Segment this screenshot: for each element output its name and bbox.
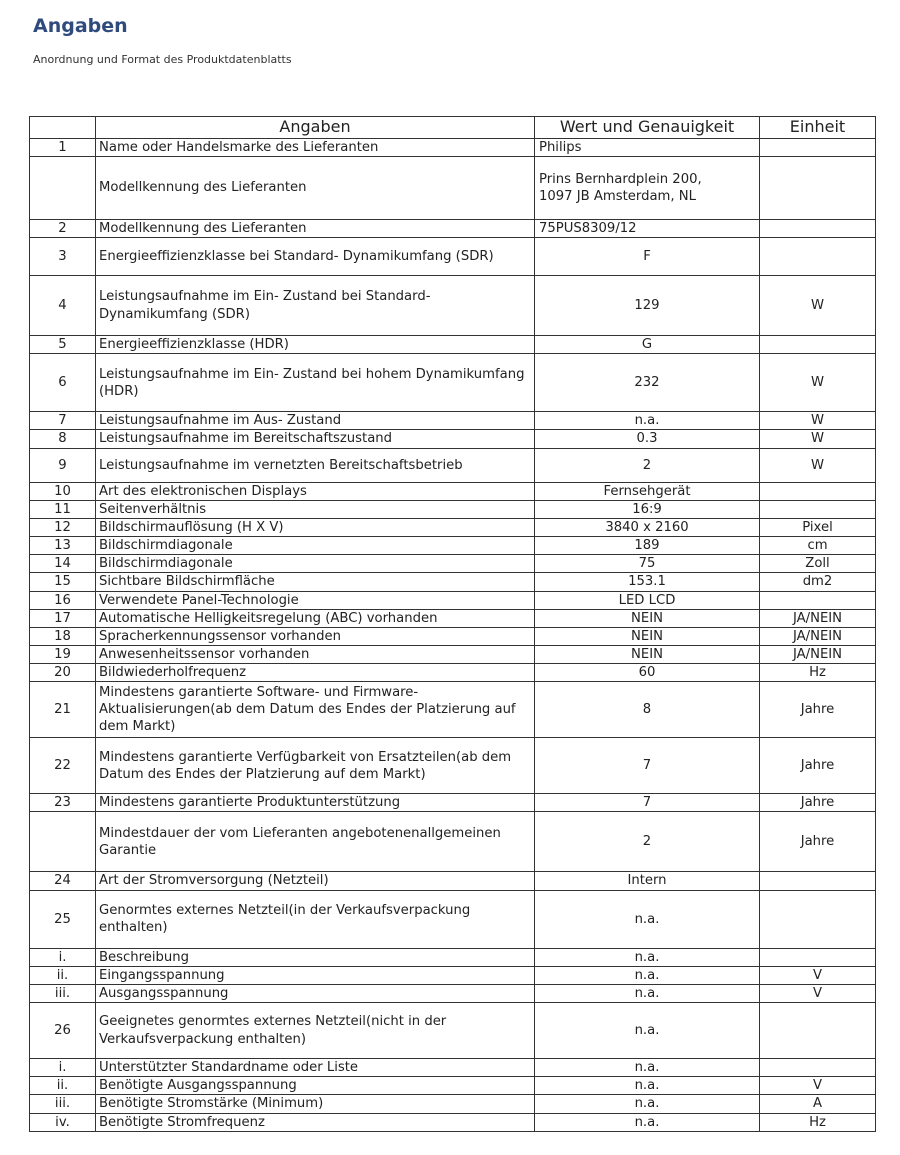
- row-number: ii.: [30, 1077, 96, 1095]
- table-header-row: [30, 117, 876, 139]
- row-unit: Zoll: [760, 555, 876, 573]
- row-label: Leistungsaufnahme im Ein- Zustand bei hohem Dynamikumfang (HDR): [96, 354, 535, 412]
- row-unit: W: [760, 412, 876, 430]
- row-unit: A: [760, 1095, 876, 1113]
- row-label: Energieeffizienzklasse bei Standard- Dynamikumfang (SDR): [96, 238, 535, 276]
- row-unit: [760, 591, 876, 609]
- row-label: Geeignetes genormtes externes Netzteil(nicht in der Verkaufsverpackung enthalten): [96, 1003, 535, 1059]
- row-label: Unterstützter Standardname oder Liste: [96, 1059, 535, 1077]
- table-row: [30, 966, 876, 984]
- table-row: [30, 573, 876, 591]
- row-value: Prins Bernhardplein 200, 1097 JB Amsterdam, NL: [535, 156, 760, 219]
- row-unit: [760, 872, 876, 890]
- row-number: 9: [30, 448, 96, 482]
- row-label: Leistungsaufnahme im vernetzten Bereitschaftsbetrieb: [96, 448, 535, 482]
- table-row: [30, 984, 876, 1002]
- table-body: [30, 138, 876, 1131]
- row-number: [30, 812, 96, 872]
- row-label: Seitenverhältnis: [96, 500, 535, 518]
- row-value: 129: [535, 276, 760, 336]
- column-header-wert: Wert und Genauigkeit: [535, 117, 760, 139]
- row-unit: Pixel: [760, 518, 876, 536]
- row-label: Leistungsaufnahme im Aus- Zustand: [96, 412, 535, 430]
- row-unit: [760, 219, 876, 237]
- row-number: i.: [30, 1059, 96, 1077]
- row-unit: [760, 500, 876, 518]
- row-number: 6: [30, 354, 96, 412]
- row-unit: [760, 890, 876, 948]
- table-row: [30, 812, 876, 872]
- row-number: i.: [30, 948, 96, 966]
- row-value: n.a.: [535, 1095, 760, 1113]
- row-value: 189: [535, 537, 760, 555]
- row-label: Eingangsspannung: [96, 966, 535, 984]
- row-number: ii.: [30, 966, 96, 984]
- row-value: 3840 x 2160: [535, 518, 760, 536]
- table-row: [30, 609, 876, 627]
- row-value: n.a.: [535, 890, 760, 948]
- product-data-table: [29, 116, 876, 1132]
- row-number: 21: [30, 682, 96, 738]
- row-value: NEIN: [535, 627, 760, 645]
- column-header-angaben: Angaben: [96, 117, 535, 139]
- row-unit: JA/NEIN: [760, 609, 876, 627]
- row-unit: V: [760, 966, 876, 984]
- table-row: [30, 682, 876, 738]
- row-value: n.a.: [535, 412, 760, 430]
- row-label: Leistungsaufnahme im Ein- Zustand bei Standard-Dynamikumfang (SDR): [96, 276, 535, 336]
- row-value: 2: [535, 812, 760, 872]
- row-label: Modellkennung des Lieferanten: [96, 156, 535, 219]
- row-number: 16: [30, 591, 96, 609]
- row-unit: Hz: [760, 1113, 876, 1131]
- table-row: [30, 645, 876, 663]
- row-number: 8: [30, 430, 96, 448]
- row-number: 5: [30, 336, 96, 354]
- row-unit: [760, 238, 876, 276]
- row-number: 13: [30, 537, 96, 555]
- row-number: 4: [30, 276, 96, 336]
- row-number: iii.: [30, 984, 96, 1002]
- row-value: n.a.: [535, 984, 760, 1002]
- row-value: n.a.: [535, 1113, 760, 1131]
- row-label: Bildschirmauflösung (H X V): [96, 518, 535, 536]
- table-row: [30, 591, 876, 609]
- table-row: [30, 794, 876, 812]
- table-row: [30, 1095, 876, 1113]
- row-unit: Hz: [760, 664, 876, 682]
- row-unit: W: [760, 430, 876, 448]
- row-unit: [760, 156, 876, 219]
- row-label: Art des elektronischen Displays: [96, 482, 535, 500]
- row-value: n.a.: [535, 1003, 760, 1059]
- row-number: 11: [30, 500, 96, 518]
- table-row: [30, 430, 876, 448]
- table-row: [30, 138, 876, 156]
- row-value: Philips: [535, 138, 760, 156]
- row-unit: Jahre: [760, 738, 876, 794]
- row-number: 23: [30, 794, 96, 812]
- table-row: [30, 448, 876, 482]
- row-unit: [760, 1003, 876, 1059]
- row-label: Mindestdauer der vom Lieferanten angebotenenallgemeinen Garantie: [96, 812, 535, 872]
- row-unit: [760, 482, 876, 500]
- row-value: LED LCD: [535, 591, 760, 609]
- table-row: [30, 156, 876, 219]
- row-value: 60: [535, 664, 760, 682]
- row-value: NEIN: [535, 645, 760, 663]
- row-value: n.a.: [535, 1077, 760, 1095]
- row-number: 1: [30, 138, 96, 156]
- row-value: 75PUS8309/12: [535, 219, 760, 237]
- row-unit: W: [760, 354, 876, 412]
- row-value: n.a.: [535, 966, 760, 984]
- row-label: Bildwiederholfrequenz: [96, 664, 535, 682]
- row-value: 8: [535, 682, 760, 738]
- table-row: [30, 482, 876, 500]
- row-unit: [760, 948, 876, 966]
- table-row: [30, 627, 876, 645]
- row-unit: cm: [760, 537, 876, 555]
- row-label: Modellkennung des Lieferanten: [96, 219, 535, 237]
- row-number: 10: [30, 482, 96, 500]
- row-unit: W: [760, 276, 876, 336]
- row-number: 3: [30, 238, 96, 276]
- row-number: 20: [30, 664, 96, 682]
- row-label: Genormtes externes Netzteil(in der Verkaufsverpackung enthalten): [96, 890, 535, 948]
- row-unit: dm2: [760, 573, 876, 591]
- table-row: [30, 1003, 876, 1059]
- row-value: 232: [535, 354, 760, 412]
- table-row: [30, 872, 876, 890]
- row-label: Energieeffizienzklasse (HDR): [96, 336, 535, 354]
- row-value: 7: [535, 738, 760, 794]
- row-value: 0.3: [535, 430, 760, 448]
- table-row: [30, 1077, 876, 1095]
- row-label: Bildschirmdiagonale: [96, 555, 535, 573]
- row-unit: JA/NEIN: [760, 627, 876, 645]
- table-row: [30, 412, 876, 430]
- row-unit: [760, 138, 876, 156]
- row-number: 2: [30, 219, 96, 237]
- row-label: Mindestens garantierte Software- und Firmware-Aktualisierungen(ab dem Datum des Endes der Platzierung auf dem Markt): [96, 682, 535, 738]
- table-row: [30, 555, 876, 573]
- row-label: Anwesenheitssensor vorhanden: [96, 645, 535, 663]
- table-row: [30, 890, 876, 948]
- row-value: n.a.: [535, 1059, 760, 1077]
- row-label: Benötigte Stromstärke (Minimum): [96, 1095, 535, 1113]
- row-label: Spracherkennungssensor vorhanden: [96, 627, 535, 645]
- row-value: 75: [535, 555, 760, 573]
- table-row: [30, 500, 876, 518]
- row-label: Ausgangsspannung: [96, 984, 535, 1002]
- page-subtitle: Anordnung und Format des Produktdatenblatts: [33, 53, 292, 66]
- row-number: 17: [30, 609, 96, 627]
- row-value: NEIN: [535, 609, 760, 627]
- row-label: Mindestens garantierte Produktunterstützung: [96, 794, 535, 812]
- row-label: Beschreibung: [96, 948, 535, 966]
- row-number: 12: [30, 518, 96, 536]
- row-label: Verwendete Panel-Technologie: [96, 591, 535, 609]
- table-row: [30, 738, 876, 794]
- row-unit: Jahre: [760, 812, 876, 872]
- row-label: Leistungsaufnahme im Bereitschaftszustand: [96, 430, 535, 448]
- row-number: 18: [30, 627, 96, 645]
- table-row: [30, 219, 876, 237]
- row-value: Fernsehgerät: [535, 482, 760, 500]
- row-number: 15: [30, 573, 96, 591]
- row-label: Sichtbare Bildschirmfläche: [96, 573, 535, 591]
- row-number: 22: [30, 738, 96, 794]
- table-row: [30, 664, 876, 682]
- row-number: 26: [30, 1003, 96, 1059]
- row-unit: V: [760, 984, 876, 1002]
- row-label: Art der Stromversorgung (Netzteil): [96, 872, 535, 890]
- row-label: Bildschirmdiagonale: [96, 537, 535, 555]
- row-number: 25: [30, 890, 96, 948]
- row-unit: JA/NEIN: [760, 645, 876, 663]
- row-value: G: [535, 336, 760, 354]
- row-unit: [760, 1059, 876, 1077]
- row-number: iii.: [30, 1095, 96, 1113]
- row-number: 19: [30, 645, 96, 663]
- row-number: 24: [30, 872, 96, 890]
- row-value: F: [535, 238, 760, 276]
- row-label: Name oder Handelsmarke des Lieferanten: [96, 138, 535, 156]
- row-number: 14: [30, 555, 96, 573]
- row-value: 7: [535, 794, 760, 812]
- row-unit: Jahre: [760, 794, 876, 812]
- table-row: [30, 238, 876, 276]
- row-value: Intern: [535, 872, 760, 890]
- table-row: [30, 354, 876, 412]
- table-row: [30, 1113, 876, 1131]
- column-header-nr: [30, 117, 96, 139]
- table-row: [30, 1059, 876, 1077]
- row-unit: [760, 336, 876, 354]
- row-label: Benötigte Ausgangsspannung: [96, 1077, 535, 1095]
- table-row: [30, 336, 876, 354]
- row-number: [30, 156, 96, 219]
- row-value: n.a.: [535, 948, 760, 966]
- row-label: Automatische Helligkeitsregelung (ABC) vorhanden: [96, 609, 535, 627]
- row-unit: Jahre: [760, 682, 876, 738]
- row-value: 153.1: [535, 573, 760, 591]
- row-number: iv.: [30, 1113, 96, 1131]
- row-number: 7: [30, 412, 96, 430]
- table-row: [30, 518, 876, 536]
- row-value: 16:9: [535, 500, 760, 518]
- row-unit: W: [760, 448, 876, 482]
- row-value: 2: [535, 448, 760, 482]
- column-header-einheit: Einheit: [760, 117, 876, 139]
- page-title: Angaben: [33, 15, 128, 37]
- table-row: [30, 948, 876, 966]
- table-row: [30, 537, 876, 555]
- row-unit: V: [760, 1077, 876, 1095]
- row-label: Mindestens garantierte Verfügbarkeit von Ersatzteilen(ab dem Datum des Endes der Platzierung auf dem Markt): [96, 738, 535, 794]
- row-label: Benötigte Stromfrequenz: [96, 1113, 535, 1131]
- table-row: [30, 276, 876, 336]
